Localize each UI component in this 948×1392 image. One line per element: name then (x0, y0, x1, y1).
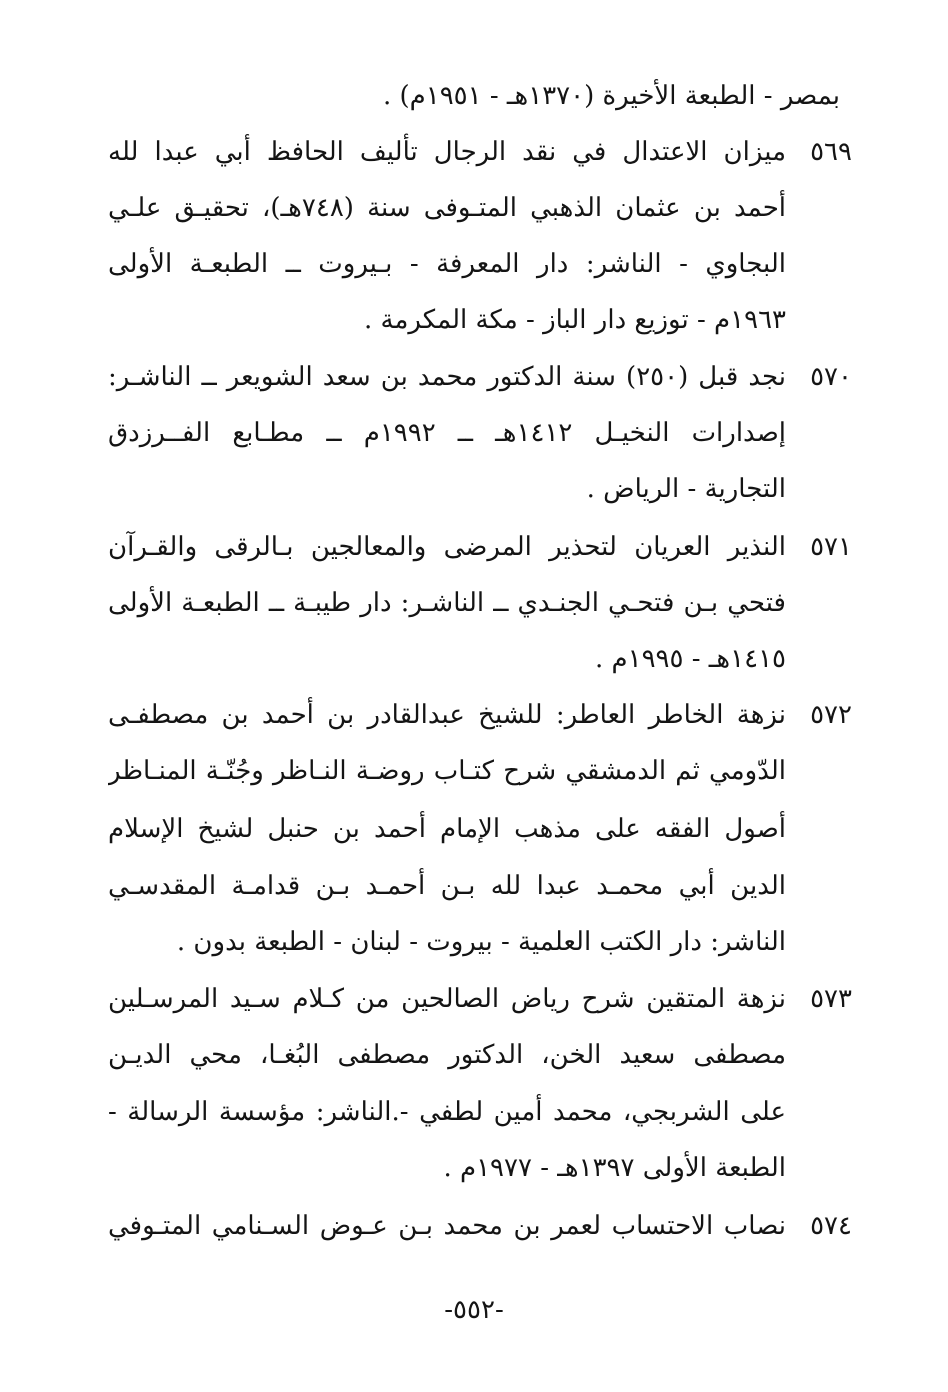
text-line: نصاب الاحتساب لعمر بن محمد بـن عـوض السـنامي المتـوفي (108, 1211, 786, 1241)
entry-number: ٥٦٩ (810, 137, 852, 167)
text-line: إصدارات النخيـل ١٤١٢هـ ــ ١٩٩٢م ــ مطـابع الفــرزدق (108, 418, 786, 448)
entry-number: ٥٧٢ (810, 700, 852, 730)
entry-number: ٥٧٠ (810, 362, 852, 392)
text-line: ١٤١٥هـ - ١٩٩٥م . (594, 644, 786, 674)
text-line: ميزان الاعتدال في نقد الرجال تأليف الحافظ أبي عبدا لله (108, 137, 786, 167)
text-line: الدّومي ثم الدمشقي شرح كتـاب روضـة النـاظر وجُنّـة المنـاظر (108, 756, 786, 786)
text-line: النذير العريان لتحذير المرضى والمعالجين بـالرقى والقـرآن (108, 532, 786, 562)
entry-number: ٥٧١ (810, 532, 852, 562)
text-line: نزهة الخاطر العاطر: للشيخ عبدالقادر بن أحمد بن مصطفـى (108, 700, 786, 730)
text-line: التجارية - الرياض . (586, 474, 786, 504)
text-line: البجاوي - الناشر: دار المعرفة - بـيروت ــ الطبعـة الأولى (108, 249, 786, 279)
text-line: على الشربجي، محمد أمين لطفي -.الناشر: مؤسسة الرسالة - (108, 1097, 786, 1127)
entry-number: ٥٧٤ (810, 1211, 852, 1241)
text-line: بمصر - الطبعة الأخيرة (١٣٧٠هـ - ١٩٥١م) . (382, 81, 840, 111)
entry-number: ٥٧٣ (810, 984, 852, 1014)
text-line: فتحي بـن فتحـي الجنـدي ــ الناشـر: دار طيبـة ــ الطبعـة الأولى (108, 588, 786, 618)
text-line: أحمد بن عثمان الذهبي المتـوفى سنة (٧٤٨هـ)، تحقيـق علـي (108, 193, 786, 223)
page-number: -٥٥٢- (444, 1295, 504, 1325)
text-line: ١٩٦٣م - توزيع دار الباز - مكة المكرمة . (363, 305, 786, 335)
text-line: الدين أبي محمـد عبدا لله بـن أحمـد بـن قدامـة المقدسـي (108, 871, 786, 901)
text-line: أصول الفقه على مذهب الإمام أحمد بن حنبل لشيخ الإسلام (108, 814, 786, 844)
text-line: الطبعة الأولى ١٣٩٧هـ - ١٩٧٧م . (443, 1153, 786, 1183)
text-line: نجد قبل (٢٥٠) سنة الدكتور محمد بن سعد الشويعر ــ الناشـر: (108, 362, 786, 392)
text-line: الناشر: دار الكتب العلمية - بيروت - لبنان - الطبعة بدون . (176, 927, 786, 957)
text-line: مصطفى سعيد الخن، الدكتور مصطفى البُغـا، محي الديـن (108, 1040, 786, 1070)
text-line: نزهة المتقين شرح رياض الصالحين من كـلام سـيد المرسـلين (108, 984, 786, 1014)
